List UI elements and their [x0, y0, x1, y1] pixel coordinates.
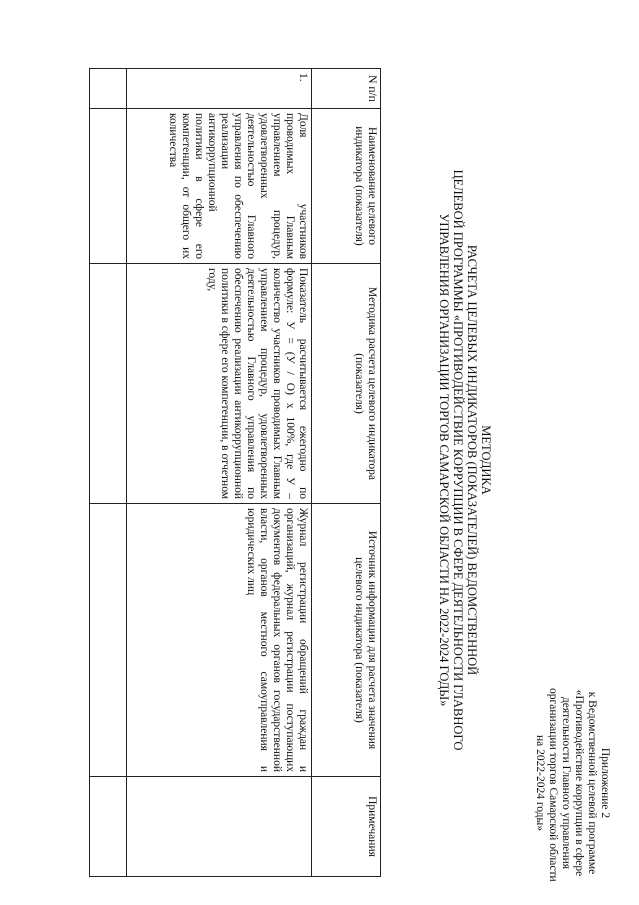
header-notes: Примечания — [312, 777, 381, 877]
document-title — [437, 100, 493, 820]
title-line: УПРАВЛЕНИЯ ОРГАНИЗАЦИИ ТОРГОВ САМАРСКОЙ ОБЛАСТИ НА 2022-2024 ГОДЫ» — [437, 213, 451, 707]
appendix-note — [533, 688, 611, 882]
title-line: РАСЧЕТА ЦЕЛЕВЫХ ИНДИКАТОРОВ (ПОКАЗАТЕЛЕЙ) ВЕДОМСТВЕННОЙ — [465, 244, 479, 676]
header-method: Методика расчета целевого индикатора (показателя) — [312, 264, 381, 504]
appendix-line: на 2022-2024 годы» — [534, 734, 546, 831]
appendix-line: деятельности Главного управления — [560, 696, 572, 870]
cell-indicator-name: Доля участников проводимых Главным управлением процедур, удовлетворенных деятельностью Главного управления по обеспечению реализации антикоррупционной политики в сфере его компетенции, от общего их количества — [127, 109, 312, 264]
indicator-table — [89, 68, 381, 877]
appendix-line: «Противодействие коррупции в сфере — [573, 689, 585, 877]
cell-indicator-name — [90, 109, 127, 264]
appendix-line: к Ведомственной целевой программе — [586, 691, 598, 875]
appendix-line: Приложение 2 — [599, 747, 611, 819]
cell-notes — [90, 777, 127, 877]
header-source: Источник информации для расчета значения целевого индикатора (показателя) — [312, 504, 381, 777]
cell-method — [90, 264, 127, 504]
cell-method: Показатель расчитывается ежегодно по формуле: У = (У / О) x 100%, где У – количество участников проводимых Главным управлением процедур, удовлетворенных деятельностью Главного управления по обеспечению реализации антикоррупционной политики в сфере его компетенции, в отчетном году, — [127, 264, 312, 504]
cell-number: 1. — [127, 69, 312, 109]
header-number: N п/п — [312, 69, 381, 109]
table-header-row — [312, 69, 381, 877]
cell-source — [90, 504, 127, 777]
cell-notes — [127, 777, 312, 877]
table-row — [127, 69, 312, 877]
table-row — [90, 69, 127, 877]
title-line: ЦЕЛЕВОЙ ПРОГРАММЫ «ПРОТИВОДЕЙСТВИЕ КОРРУПЦИИ В СФЕРЕ ДЕЯТЕЛЬНОСТИ ГЛАВНОГО — [451, 169, 465, 751]
cell-number — [90, 69, 127, 109]
cell-source: Журнал регистрации обращений граждан и организаций, журнал регистрации поступающих документов федеральных органов государственной власти, органов местного самоуправления и юридических лиц — [127, 504, 312, 777]
header-indicator-name: Наименование целевого индикатора (показателя) — [312, 109, 381, 264]
title-line: МЕТОДИКА — [479, 425, 493, 495]
appendix-line: организации торгов Самарской области — [547, 688, 559, 882]
